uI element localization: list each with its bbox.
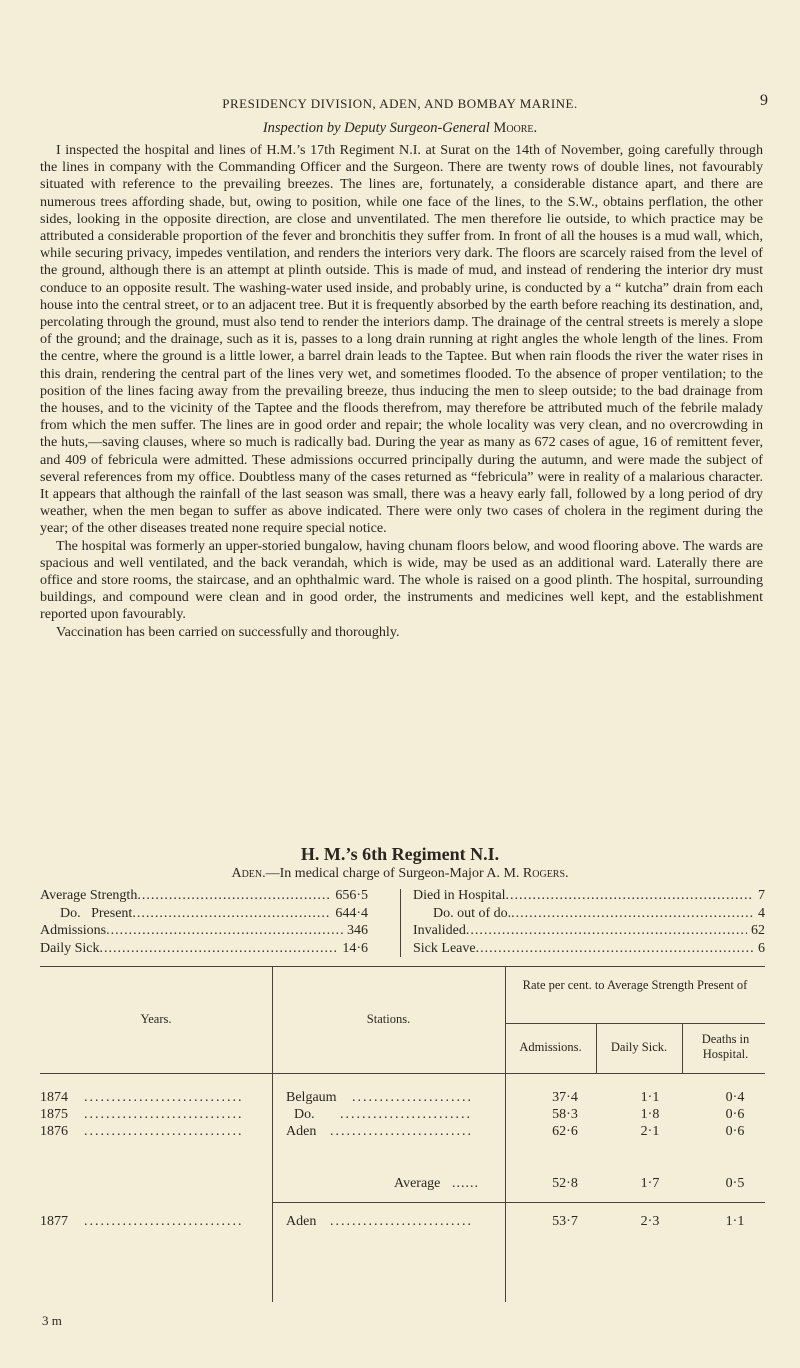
stat-value: 62 (751, 923, 765, 938)
header-rate-group: Rate per cent. to Average Strength Present of (522, 978, 748, 992)
stat-row (40, 922, 368, 940)
cell-station: Belgaum (286, 1090, 337, 1105)
cell-deaths: 1·1 (725, 1214, 745, 1229)
signature-mark: 3 m (42, 1313, 62, 1328)
stat-row (413, 940, 765, 958)
header-admissions: Admissions. (519, 1040, 582, 1054)
cell-year: 1877 (40, 1214, 68, 1229)
cell-daily-sick: 1·8 (640, 1107, 660, 1122)
stats-divider (400, 889, 401, 957)
header-daily-sick: Daily Sick. (610, 1040, 668, 1054)
stat-value: 346 (347, 923, 368, 938)
stat-label: Daily Sick (40, 940, 100, 956)
stat-label: Invalided (413, 923, 466, 938)
cell-year: 1875 (40, 1107, 68, 1122)
stat-label: Do. Present (60, 905, 133, 921)
average-deaths: 0·5 (725, 1176, 745, 1191)
stat-label: Sick Leave (413, 940, 476, 956)
report-paragraph: The hospital was formerly an upper-storied bungalow, having chunam floors below, and wood flooring above. The wards are spacious and well ventilated, and the back verandah, which is wide, may be used as an additional ward. Laterally there are office and store rooms, the staircase, and an ophthalmic ward. The whole is raised on a good plinth. The hospital, surrounding buildings, and compound were clean and in good order, the instruments and medicines well kept, and the establishment reported upon favourably. (40, 537, 763, 623)
cell-station: Aden (286, 1214, 317, 1229)
stat-value: 656·5 (335, 888, 368, 903)
cell-deaths: 0·4 (725, 1090, 745, 1105)
inspection-title (0, 120, 800, 137)
stat-value: 644·4 (335, 905, 368, 921)
cell-station: Aden (286, 1124, 317, 1139)
stat-label: Died in Hospital (413, 888, 506, 903)
stat-value: 7 (758, 888, 765, 903)
cell-daily-sick: 2·3 (640, 1214, 660, 1229)
regiment-heading: H. M.’s 6th Regiment N.I. (300, 844, 500, 864)
table-average-rule (272, 1202, 765, 1203)
cell-admissions: 53·7 (552, 1214, 578, 1229)
cell-year: 1874 (40, 1090, 68, 1105)
running-head: PRESIDENCY DIVISION, ADEN, AND BOMBAY MARINE. (222, 96, 578, 111)
table-top-rule (40, 966, 765, 967)
report-paragraph: Vaccination has been carried on successfully and thoroughly. (56, 623, 400, 640)
average-admissions: 52·8 (552, 1176, 578, 1191)
inspection-title-text: Inspection by Deputy Surgeon-General (262, 120, 490, 136)
stat-row (40, 887, 368, 905)
table-subheader-rule (505, 1023, 765, 1024)
header-deaths: Deaths in Hospital. (701, 1032, 750, 1061)
header-years: Years. (140, 1012, 172, 1026)
inspector-name: Moore. (493, 120, 538, 136)
medical-charge-text: —In medical charge of Surgeon-Major A. M. (265, 866, 520, 881)
stat-label: Average Strength (40, 888, 138, 903)
cell-deaths: 0·6 (725, 1124, 745, 1139)
stat-value: 6 (758, 940, 765, 956)
medical-charge-line (0, 866, 800, 882)
surgeon-name: Rogers. (522, 866, 569, 881)
stat-row (413, 905, 765, 923)
stat-label: Do. out of do. (433, 905, 512, 921)
stat-row (413, 887, 765, 905)
cell-admissions: 62·6 (552, 1124, 578, 1139)
stats-right-column (413, 887, 765, 957)
table-header-rule (40, 1073, 765, 1074)
cell-year: 1876 (40, 1124, 68, 1139)
table-col-rule (682, 1023, 683, 1073)
report-paragraph: I inspected the hospital and lines of H.M.’s 17th Regiment N.I. at Surat on the 14th of November, going carefully through the lines in company with the Commanding Officer and the Surgeon. There are twenty rows of double lines, not favourably situated with reference to the prevailing breezes. The lines are, fortunately, a considerable distance apart, and there are numerous trees affording shade, but, owing to position, while one face of the lines, to the S.W., obtains perflation, the other sides, looking in the opposite direction, are close and unventilated. The men therefore lie outside, to which practice may be attributed a considerable proportion of the fever and bronchitis they suffer from. In front of all the houses is a mud wall, which, while securing privacy, impedes ventilation, and renders the interiors very dark. The floors are scarcely raised from the level of the ground, although there is an attempt at plinth outside. This is made of mud, and instead of rendering the interior dry must conduce to an opposite result. The washing-water used inside, and probably urine, is conducted by a “ kutcha” drain from each house into the central street, or to an adjacent tree. But it is frequently absorbed by the earth before reaching its destination, and, percolating through the ground, must also tend to render the interiors damp. The drainage of the central streets is merely a slope of the ground; and the drainage, such as it is, passes to a long drain running at right angles the whole length of the lines. From the centre, where the ground is a little lower, a barrel drain leads to the Taptee. But when rain floods the river the water rises in this drain, rendering the central part of the lines very wet, and sometimes flooded. To the absence of proper ventilation; to the position of the lines facing away from the prevailing breeze, thus inducing the men to sleep outside; to the bad drainage from the houses, and to the vicinity of the Taptee and the floods therefrom, may therefore be attributed much of the febrile malady from which the men suffer. The lines are in good order and repair; the whole locality was very clean, and no overcrowding in the huts,—saving clauses, where so much is radically bad. During the year as many as 672 cases of ague, 16 of remittent fever, and 409 of febricula were admitted. These admissions occurred principally during the autumn, and were made the subject of several references from my office. Doubtless many of the cases returned as “febricula” were in reality of a malarious character. It appears that although the rainfall of the last season was small, there was a heavy early fall, followed by a long period of dry weather, when the men began to suffer as above indicated. There were only two cases of cholera in the regiment during the year; of the other diseases treated none require special notice. (40, 142, 763, 537)
stat-label: Admissions (40, 923, 107, 938)
stat-value: 14·6 (342, 940, 368, 956)
stats-left-column (40, 887, 368, 957)
stat-row (40, 940, 368, 958)
cell-admissions: 37·4 (552, 1090, 578, 1105)
cell-admissions: 58·3 (552, 1107, 578, 1122)
cell-station: Do. (294, 1107, 315, 1122)
average-daily-sick: 1·7 (640, 1176, 660, 1191)
average-label: Average (394, 1176, 441, 1191)
stat-row (413, 922, 765, 940)
stat-row (40, 905, 368, 923)
table-col-rule (505, 966, 506, 1302)
cell-daily-sick: 1·1 (640, 1090, 660, 1105)
page-number: 9 (760, 92, 768, 109)
station-label: Aden. (231, 866, 266, 881)
cell-deaths: 0·6 (725, 1107, 745, 1122)
header-stations: Stations. (366, 1012, 411, 1026)
inspection-report-body (40, 142, 763, 641)
rates-table: Years. Stations. Rate per cent. to Average Strength Present of Admissions. Daily Sick. Deaths in Hospital. 1874 ............................. Belgaum ...................... 37·4 1·1 0·4 1875 ............................. Do. ........................ 58·3 1·8 0·6 1876 ............................. Aden .......................... 62·6 2·1 0·6 Average ...... 52·8 1·7 0·5 1877 ............................. Aden .......................... 53·7 2·3 1·1 (40, 966, 765, 1302)
stat-value: 4 (758, 905, 765, 921)
cell-daily-sick: 2·1 (640, 1124, 660, 1139)
